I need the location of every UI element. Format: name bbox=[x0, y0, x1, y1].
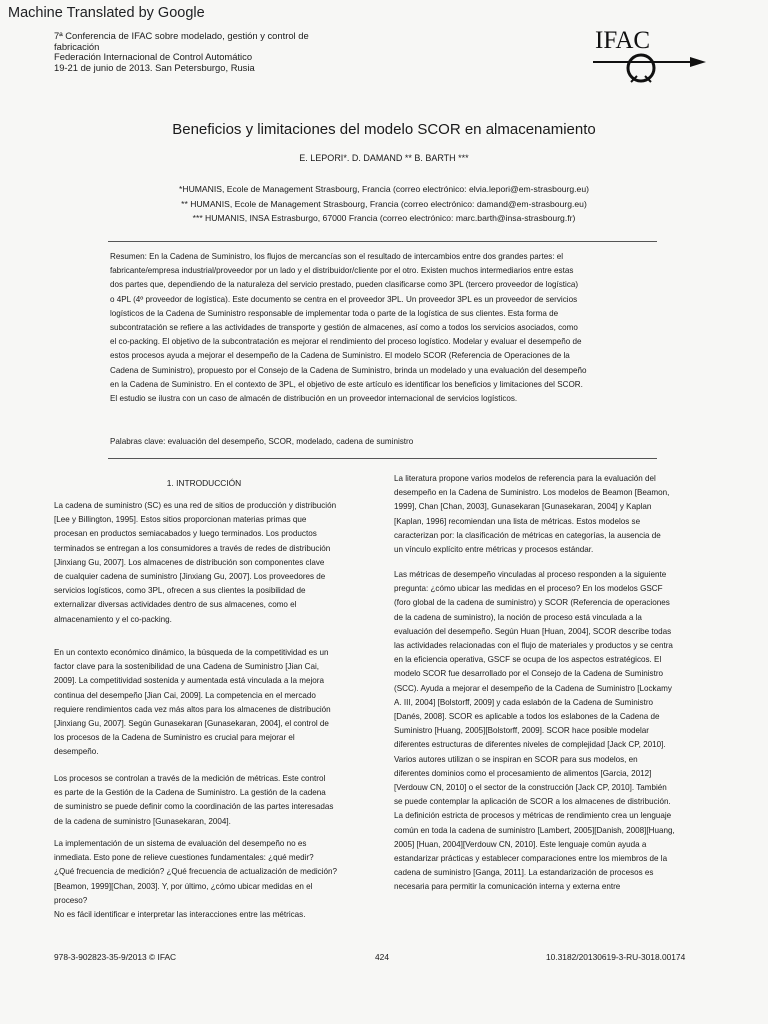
text-line: 2005] [Huan, 2004][Verdouw CN, 2010]. Este lenguaje común ayuda a bbox=[394, 839, 647, 849]
text-line: [Verdouw CN, 2010] o el sector de la construcción [Jack CP, 2010]. También bbox=[394, 783, 667, 793]
footer-isbn: 978-3-902823-35-9/2013 © IFAC bbox=[54, 952, 177, 962]
text-line: en la eficiencia operativa, GSCF se ocupa de los aspectos estratégicos. El bbox=[394, 655, 662, 665]
text-line: desempeño. bbox=[54, 747, 99, 757]
text-line: A. III, 2004] [Bolstorff, 2009] y cada eslabón de la Cadena de Suministro bbox=[394, 697, 654, 707]
text-line: se puede contemplar la aplicación de SCOR a los almacenes de distribución. bbox=[394, 797, 671, 807]
text-line: Suministro [Huang, 2005][Bolstorff, 2009]. SCOR hace posible modelar bbox=[394, 726, 649, 736]
text-line: caracterizan por: la clasificación de métricas en categorías, la ausencia de bbox=[394, 530, 661, 540]
keywords: Palabras clave: evaluación del desempeño, SCOR, modelado, cadena de suministro bbox=[110, 437, 414, 446]
text-line: estandarizar prácticas y establecer comparaciones entre los miembros de la bbox=[394, 854, 668, 864]
text-line: terminados se entregan a los consumidores a través de redes de distribución bbox=[54, 543, 331, 553]
left-paragraph-2 bbox=[54, 646, 374, 760]
text-line: fabricante/empresa industrial/proveedor por un lado y el distribuidor/cliente por el otro. Existen muchos intermediarios entre estas bbox=[110, 266, 574, 276]
text-line: pregunta: ¿cómo ubicar las medidas en el proceso? En los modelos GSCF bbox=[394, 584, 663, 594]
abstract-top-rule bbox=[108, 241, 657, 242]
text-line: de la cadena de suministro), la noción de proceso está vinculada a la bbox=[394, 612, 642, 622]
text-line: Varios autores utilizan o se inspiran en SCOR para sus modelos, en bbox=[394, 754, 638, 764]
affiliation-1: *HUMANIS, Ecole de Management Strasbourg, Francia (correo electrónico: elvia.lepori@em-strasbourg.eu) bbox=[179, 184, 589, 194]
conference-info bbox=[54, 31, 354, 73]
text-line: [Danés, 2008]. SCOR es aplicable a todos los eslabones de la Cadena de bbox=[394, 712, 660, 722]
text-line: logísticos de la Cadena de Suministro responsable de implementar toda o parte de la logística de sus clientes. Esta forma de bbox=[110, 308, 559, 318]
text-line: estos procesos ayuda a mejorar el desempeño de la Cadena de Suministro. El modelo SCOR (Referencia de Operaciones de la bbox=[110, 351, 570, 361]
text-line: cadena de suministro [Ganga, 2011]. La estandarización de procesos es bbox=[394, 868, 654, 878]
text-line: un vínculo explícito entre métricas y procesos estándar. bbox=[394, 545, 594, 555]
abstract-bottom-rule bbox=[108, 458, 657, 459]
text-line: Federación Internacional de Control Automático bbox=[54, 51, 253, 62]
text-line: proceso? bbox=[54, 895, 88, 905]
text-line: El estudio se ilustra con un caso de almacén de distribución en un proveedor internacional de servicios logísticos. bbox=[110, 394, 518, 404]
left-paragraph-1 bbox=[54, 499, 374, 627]
text-line: evaluación del desempeño. Según Huan [Huan, 2004], SCOR describe todas bbox=[394, 626, 672, 636]
right-paragraph-1 bbox=[394, 472, 724, 557]
text-line: [Kaplan, 1996] recomiendan una lista de métricas. Estos modelos se bbox=[394, 516, 641, 526]
text-line: diferentes estructuras de diferentes niveles de complejidad [Jack CP, 2010]. bbox=[394, 740, 666, 750]
text-line: ¿Qué frecuencia de medición? ¿Qué frecuencia de actualización de medición? bbox=[54, 867, 337, 877]
authors: E. LEPORI*. D. DAMAND ** B. BARTH *** bbox=[299, 153, 469, 163]
machine-translation-banner: Machine Translated by Google bbox=[8, 5, 205, 21]
text-line: Las métricas de desempeño vinculadas al proceso responden a la siguiente bbox=[394, 570, 667, 579]
text-line: el co-packing. El objetivo de la subcontratación es mejorar el rendimiento del proceso logístico. Modelar y evaluar el desempeño de bbox=[110, 337, 582, 347]
text-line: las actividades relacionadas con el flujo de materiales y productos y se centra bbox=[394, 641, 673, 651]
text-line: No es fácil identificar e interpretar las interacciones entre las métricas. bbox=[54, 910, 306, 920]
text-line: 7ª Conferencia de IFAC sobre modelado, gestión y control de bbox=[54, 30, 309, 41]
section-heading-introduction: 1. INTRODUCCIÓN bbox=[166, 478, 242, 488]
footer-doi: 10.3182/20130619-3-RU-3018.00174 bbox=[546, 952, 686, 962]
ifac-logo bbox=[593, 24, 708, 96]
footer-page-number: 424 bbox=[375, 952, 389, 962]
text-line: desempeño en la Cadena de Suministro. Los modelos de Beamon [Beamon, bbox=[394, 488, 670, 498]
text-line: En un contexto económico dinámico, la búsqueda de la competitividad es un bbox=[54, 648, 329, 657]
text-line: necesaria para permitir la comunicación interna y externa entre bbox=[394, 882, 621, 892]
text-line: en la Cadena de Suministro. En el contexto de 3PL, el objetivo de este artículo es identificar los beneficios y limitaciones del SCOR. bbox=[110, 379, 583, 389]
text-line: Cadena de Suministro), propuesto por el Consejo de la Cadena de Suministro, brinda un modelado y una evaluación del desempeño bbox=[110, 365, 587, 375]
text-line: inmediata. Esto pone de relieve cuestiones fundamentales: ¿qué medir? bbox=[54, 853, 314, 863]
text-line: 1999], Chan [Chan, 2003], Gunasekaran [Gunasekaran, 2004] y Kaplan bbox=[394, 502, 652, 512]
text-line: común en toda la cadena de suministro [Lambert, 2005][Danish, 2008][Huang, bbox=[394, 825, 675, 835]
text-line: de cualquier cadena de suministro [Jinxiang Gu, 2007]. Los proveedores de bbox=[54, 572, 326, 582]
text-line: dos partes que, dependiendo de la naturaleza del servicio prestado, pueden clasificarse como 3PL (tercero proveedor de logística) bbox=[110, 280, 579, 290]
text-line: [Lee y Billington, 1995]. Estos sitios proporcionan materias primas que bbox=[54, 515, 307, 525]
right-paragraph-2 bbox=[394, 568, 724, 895]
text-line: subcontratación se refiere a las actividades de transporte y gestión de almacenes, así como a todos los servicios asociados, como bbox=[110, 323, 578, 333]
text-line: [Beamon, 1999][Chan, 2003]. Y, por último, ¿cómo ubicar medidas en el bbox=[54, 881, 313, 891]
text-line: diferentes dominios como el procesamiento de alimentos [Garcia, 2012] bbox=[394, 768, 652, 778]
text-line: (SCC). Ayuda a mejorar el desempeño de la Cadena de Suministro [Lockamy bbox=[394, 683, 672, 693]
logo-text: IFAC bbox=[595, 27, 651, 54]
text-line: 2009]. La competitividad sostenida y aumentada está vinculada a la mejora bbox=[54, 676, 324, 686]
text-line: [Jinxiang Gu, 2007]. Los almacenes de distribución son componentes clave bbox=[54, 557, 325, 567]
text-line: La cadena de suministro (SC) es una red de sitios de producción y distribución bbox=[54, 501, 337, 510]
text-line: de la cadena de suministro [Gunasekaran, 2004]. bbox=[54, 816, 231, 826]
text-line: continua del desempeño [Jian Cai, 2009]. La competencia en el mercado bbox=[54, 690, 316, 700]
text-line: Resumen: En la Cadena de Suministro, los flujos de mercancías son el resultado de intercambios entre dos grandes partes: el bbox=[110, 252, 564, 261]
text-line: La literatura propone varios modelos de referencia para la evaluación del bbox=[394, 474, 656, 483]
text-line: (foro global de la cadena de suministro) y SCOR (Referencia de operaciones bbox=[394, 598, 670, 608]
text-line: [Jinxiang Gu, 2007]. Según Gunasekaran [Gunasekaran, 2004], el control de bbox=[54, 719, 329, 729]
left-paragraph-4 bbox=[54, 837, 374, 922]
left-paragraph-3 bbox=[54, 772, 374, 829]
text-line: modelo SCOR fue desarrollado por el Consejo de la Cadena de Suministro bbox=[394, 669, 664, 679]
text-line: externalizar diversas actividades dentro de sus almacenes, como el bbox=[54, 600, 297, 610]
text-line: Los procesos se controlan a través de la medición de métricas. Este control bbox=[54, 774, 326, 783]
text-line: es parte de la Gestión de la Cadena de Suministro. La gestión de la cadena bbox=[54, 788, 326, 798]
text-line: 19-21 de junio de 2013. San Petersburgo, Rusia bbox=[54, 61, 255, 73]
affiliation-3: *** HUMANIS, INSA Estrasburgo, 67000 Francia (correo electrónico: marc.barth@insa-strasbourg.fr) bbox=[192, 213, 576, 223]
text-line: factor clave para la sostenibilidad de una Cadena de Suministro [Jian Cai, bbox=[54, 662, 319, 672]
text-line: o 4PL (4º proveedor de logística). Este documento se centra en el proveedor 3PL. Un proveedor 3PL es un proveedor de servicios bbox=[110, 294, 578, 304]
text-line: almacenamiento y el co-packing. bbox=[54, 614, 172, 624]
text-line: requiere rendimientos cada vez más altos para los almacenes de distribución bbox=[54, 704, 331, 714]
text-line: La definición estricta de procesos y métricas de rendimiento crea un lenguaje bbox=[394, 811, 672, 821]
text-line: servicios logísticos, como 3PL, ofrecen a sus clientes la posibilidad de bbox=[54, 586, 306, 596]
text-line: de suministro se puede definir como la coordinación de las partes interesadas bbox=[54, 802, 334, 812]
abstract bbox=[110, 250, 655, 406]
text-line: La implementación de un sistema de evaluación del desempeño no es bbox=[54, 839, 307, 848]
text-line: los procesos de la Cadena de Suministro es crucial para mejorar el bbox=[54, 733, 295, 743]
text-line: fabricación bbox=[54, 40, 100, 52]
text-line: procesan en productos semiacabados y luego terminados. Los productos bbox=[54, 529, 317, 539]
affiliation-2: ** HUMANIS, Ecole de Management Strasbourg, Francia (correo electrónico: damand@em-strasbourg.eu) bbox=[181, 199, 587, 209]
paper-title: Beneficios y limitaciones del modelo SCOR en almacenamiento bbox=[172, 121, 596, 138]
